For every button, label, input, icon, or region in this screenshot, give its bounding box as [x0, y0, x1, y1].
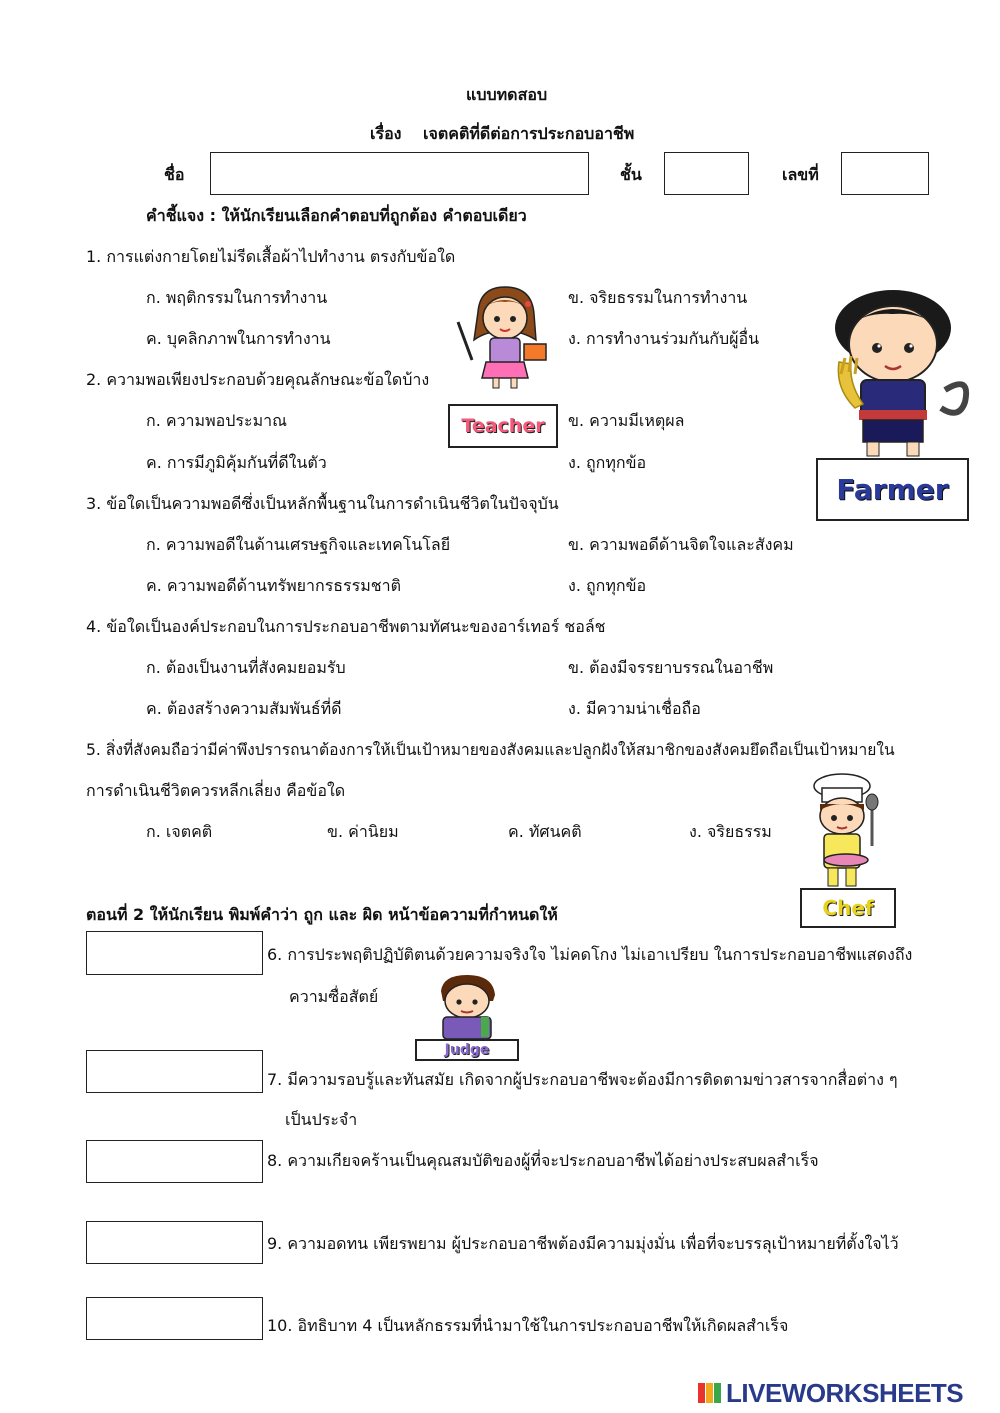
liveworksheets-logo — [698, 1377, 964, 1408]
answer-input-10[interactable] — [86, 1297, 263, 1340]
answer-input-7[interactable] — [86, 1050, 263, 1093]
q2-choice-b[interactable]: ข. ความมีเหตุผล — [568, 411, 685, 430]
statement-7-line2: เป็นประจำ — [285, 1110, 358, 1129]
q2-choice-d[interactable]: ง. ถูกทุกข้อ — [568, 453, 647, 472]
question-3: 3. ข้อใดเป็นความพอดีซึ่งเป็นหลักพื้นฐานในการดำเนินชีวิตในปัจจุบัน — [86, 494, 559, 513]
q4-choice-b[interactable]: ข. ต้องมีจรรยาบรรณในอาชีพ — [568, 658, 774, 677]
answer-input-6[interactable] — [86, 931, 263, 975]
question-1: 1. การแต่งกายโดยไม่รีดเสื้อผ้าไปทำงาน ตรงกับข้อใด — [86, 247, 456, 266]
q5-choice-a[interactable]: ก. เจตคติ — [146, 822, 213, 841]
chef-label: Chef — [800, 888, 896, 928]
question-5-line1: 5. สิ่งที่สังคมถือว่ามีค่าพึงปรารถนาต้องการให้เป็นเป้าหมายของสังคมและปลูกฝังให้สมาชิกของสังคมยึดถือเป็นเป้าหมายใน — [86, 741, 895, 759]
statement-9: 9. ความอดทน เพียรพยาม ผู้ประกอบอาชีพต้องมีความมุ่งมั่น เพื่อที่จะบรรลุเป้าหมายที่ตั้งใจไว้ — [267, 1234, 899, 1253]
q2-choice-c[interactable]: ค. การมีภูมิคุ้มกันที่ดีในตัว — [146, 453, 327, 472]
question-4: 4. ข้อใดเป็นองค์ประกอบในการประกอบอาชีพตามทัศนะของอาร์เทอร์ ชอล์ช — [86, 617, 606, 636]
worksheet-title: แบบทดสอบ — [466, 85, 548, 104]
q1-choice-a[interactable]: ก. พฤติกรรมในการทำงาน — [146, 288, 328, 307]
instruction-text: คำชี้แจง : ให้นักเรียนเลือกคำตอบที่ถูกต้อง คำตอบเดียว — [146, 206, 527, 225]
q2-choice-a[interactable]: ก. ความพอประมาณ — [146, 411, 287, 430]
statement-7-line1: 7. มีความรอบรู้และทันสมัย เกิดจากผู้ประกอบอาชีพจะต้องมีการติดตามข่าวสารจากสื่อต่าง ๆ — [267, 1070, 898, 1089]
part2-heading: ตอนที่ 2 ให้นักเรียน พิมพ์คำว่า ถูก และ ผิด หน้าข้อความที่กำหนดให้ — [86, 905, 558, 924]
q3-choice-c[interactable]: ค. ความพอดีด้านทรัพยากรธรรมชาติ — [146, 576, 402, 595]
number-label: เลขที่ — [782, 165, 819, 184]
q5-choice-c[interactable]: ค. ทัศนคติ — [508, 822, 582, 841]
statement-10: 10. อิทธิบาท 4 เป็นหลักธรรมที่นำมาใช้ในการประกอบอาชีพให้เกิดผลสำเร็จ — [267, 1316, 789, 1335]
answer-input-8[interactable] — [86, 1140, 263, 1183]
q3-choice-a[interactable]: ก. ความพอดีในด้านเศรษฐกิจและเทคโนโลยี — [146, 535, 451, 554]
q1-choice-d[interactable]: ง. การทำงานร่วมกันกับผู้อื่น — [568, 329, 760, 348]
q4-choice-a[interactable]: ก. ต้องเป็นงานที่สังคมยอมรับ — [146, 658, 346, 677]
judge-label: Judge — [415, 1039, 519, 1061]
q4-choice-d[interactable]: ง. มีความน่าเชื่อถือ — [568, 699, 701, 718]
q3-choice-d[interactable]: ง. ถูกทุกข้อ — [568, 576, 647, 595]
statement-8: 8. ความเกียจคร้านเป็นคุณสมบัติของผู้ที่จะประกอบอาชีพได้อย่างประสบผลสำเร็จ — [267, 1151, 819, 1170]
teacher-label: Teacher — [448, 404, 558, 448]
class-input[interactable] — [664, 152, 749, 195]
q1-choice-c[interactable]: ค. บุคลิกภาพในการทำงาน — [146, 329, 331, 348]
q1-choice-b[interactable]: ข. จริยธรรมในการทำงาน — [568, 288, 748, 307]
q5-choice-b[interactable]: ข. ค่านิยม — [327, 822, 399, 841]
statement-6-line2: ความซื่อสัตย์ — [289, 987, 379, 1006]
teacher-illustration — [450, 282, 560, 392]
question-5-line2: การดำเนินชีวิตควรหลีกเลี่ยง คือข้อใด — [86, 781, 346, 800]
farmer-label: Farmer — [816, 458, 969, 521]
q3-choice-b[interactable]: ข. ความพอดีด้านจิตใจและสังคม — [568, 535, 794, 554]
liveworksheets-logo-icon — [698, 1381, 724, 1405]
class-label: ชั้น — [620, 165, 642, 184]
name-input[interactable] — [210, 152, 589, 195]
number-input[interactable] — [841, 152, 929, 195]
answer-input-9[interactable] — [86, 1221, 263, 1264]
statement-6-line1: 6. การประพฤติปฏิบัติตนด้วยความจริงใจ ไม่คดโกง ไม่เอาเปรียบ ในการประกอบอาชีพแสดงถึง — [267, 945, 913, 964]
subject-label: เรื่อง — [370, 124, 402, 143]
judge-illustration — [415, 973, 523, 1041]
name-label: ชื่อ — [164, 165, 185, 184]
liveworksheets-logo-text: LIVEWORKSHEETS — [726, 1377, 964, 1408]
q5-choice-d[interactable]: ง. จริยธรรม — [689, 822, 772, 841]
farmer-illustration — [805, 278, 985, 458]
question-2: 2. ความพอเพียงประกอบด้วยคุณลักษณะข้อใดบ้าง — [86, 370, 430, 389]
subject-title: เจตคติที่ดีต่อการประกอบอาชีพ — [423, 124, 635, 143]
chef-illustration — [792, 772, 904, 892]
q4-choice-c[interactable]: ค. ต้องสร้างความสัมพันธ์ที่ดี — [146, 699, 342, 718]
